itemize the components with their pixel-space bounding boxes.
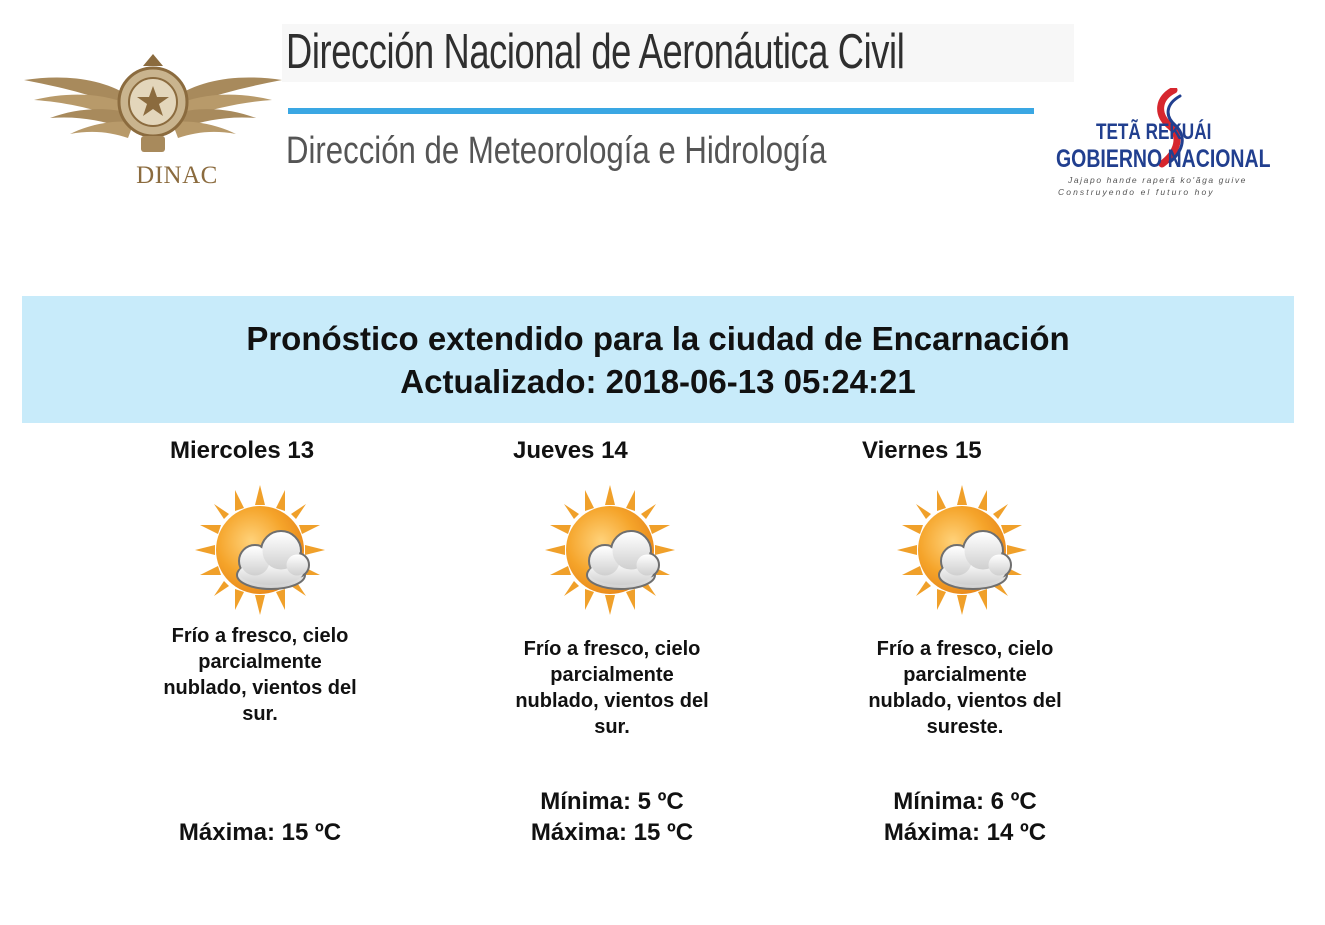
forecast-title: Pronóstico extendido para la ciudad de Encarnación bbox=[246, 320, 1070, 357]
forecast-heading bbox=[22, 296, 1294, 423]
min-temperature: Mínima: 6 ºC bbox=[893, 788, 1037, 815]
updated-timestamp: Actualizado: 2018-06-13 05:24:21 bbox=[400, 363, 916, 400]
dinac-label: DINAC bbox=[136, 162, 218, 189]
gov-motto-guarani: Jajapo hande raperã ko'ãga guive bbox=[1068, 175, 1248, 185]
gov-motto-spanish: Construyendo el futuro hoy bbox=[1058, 187, 1215, 197]
organization-subtitle: Dirección de Meteorología e Hidrología bbox=[286, 130, 827, 172]
partly-cloudy-icon bbox=[543, 483, 677, 617]
day-name: Viernes 15 bbox=[862, 437, 982, 464]
title-divider bbox=[288, 108, 1034, 114]
dinac-wings-emblem-icon bbox=[24, 40, 282, 170]
gov-line-1: TETÃ REKUÁI bbox=[1096, 119, 1212, 144]
dinac-logo bbox=[24, 40, 282, 200]
max-temperature: Máxima: 14 ºC bbox=[883, 819, 1047, 846]
day-name: Jueves 14 bbox=[513, 437, 628, 464]
partly-cloudy-icon bbox=[895, 483, 1029, 617]
forecast-description: Frío a fresco, cielo parcialmente nublado, vientos del sur. bbox=[163, 625, 357, 725]
forecast-description: Frío a fresco, cielo parcialmente nublado, vientos del sur. bbox=[515, 638, 709, 738]
organization-title: Dirección Nacional de Aeronáutica Civil bbox=[286, 25, 905, 79]
government-logo bbox=[1050, 88, 1280, 206]
gov-line-2: GOBIERNO NACIONAL bbox=[1056, 145, 1271, 173]
day-name: Miercoles 13 bbox=[170, 437, 315, 464]
min-temperature: Mínima: 5 ºC bbox=[540, 788, 684, 815]
max-temperature: Máxima: 15 ºC bbox=[530, 819, 694, 846]
forecast-description: Frío a fresco, cielo parcialmente nublado, vientos del sureste. bbox=[868, 638, 1062, 738]
max-temperature: Máxima: 15 ºC bbox=[178, 819, 342, 846]
partly-cloudy-icon bbox=[193, 483, 327, 617]
